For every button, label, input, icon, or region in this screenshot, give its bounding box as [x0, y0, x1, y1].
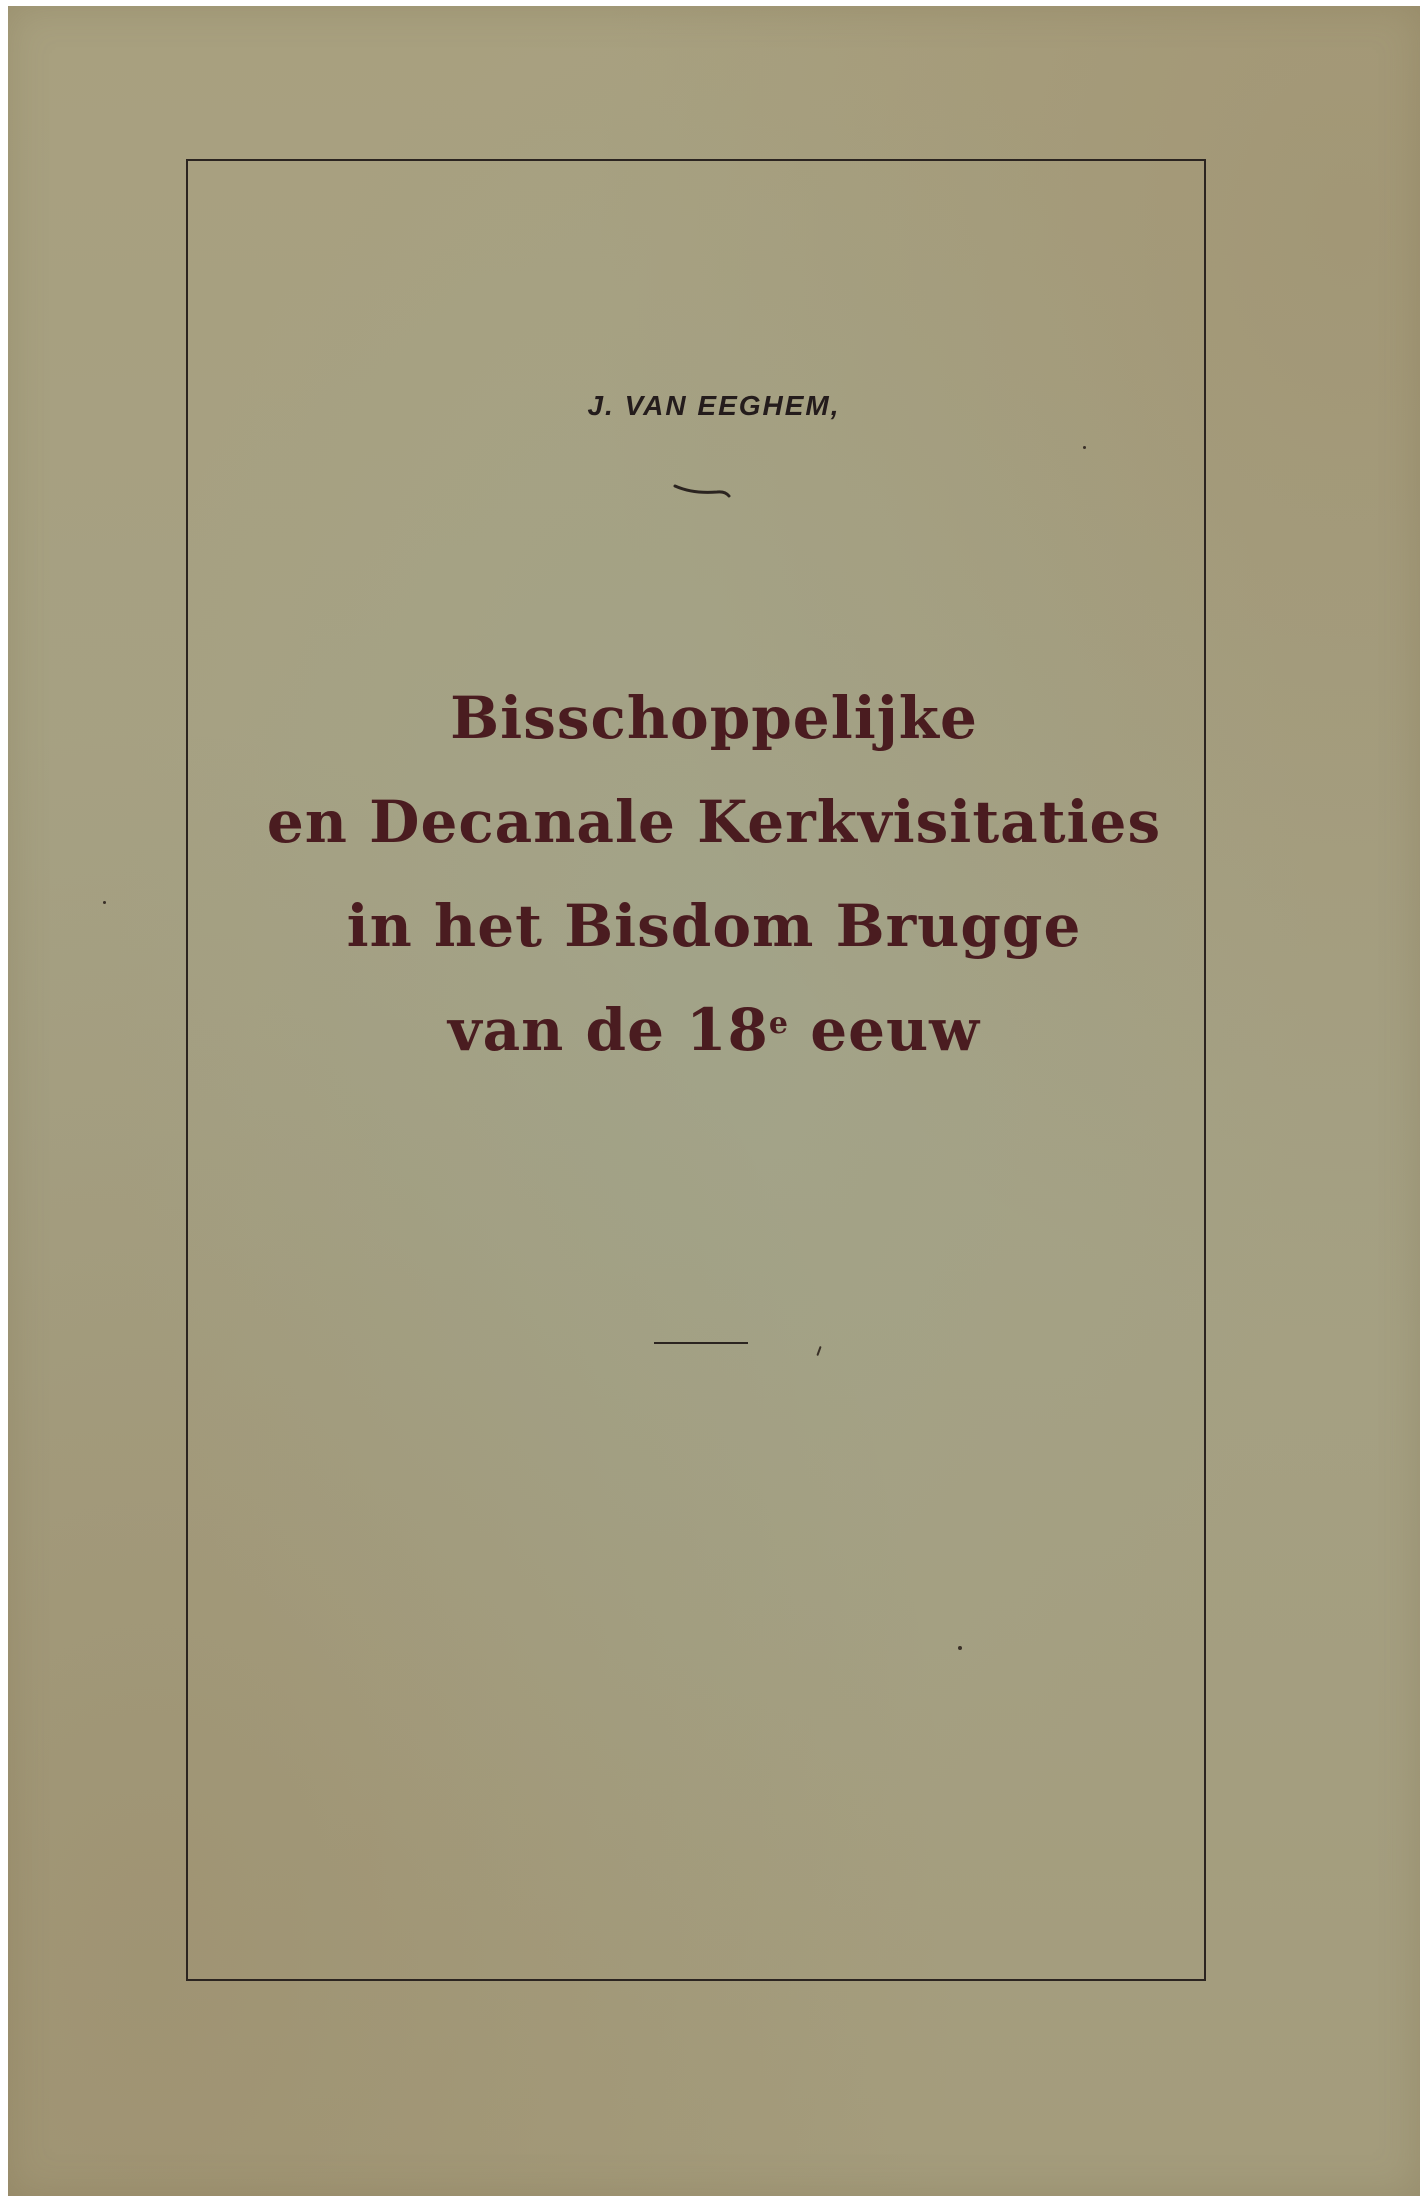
title-line-2: en Decanale Kerkvisitaties: [266, 788, 1162, 856]
title-line-3: in het Bisdom Brugge: [346, 892, 1082, 960]
divider-rule: [654, 1342, 748, 1344]
author-name: [8, 390, 1420, 422]
title-superscript: e: [768, 1006, 789, 1041]
paper-speck: [958, 1646, 962, 1650]
title-line-4: [8, 978, 1420, 1082]
title-line-4-start: van de 18: [447, 996, 769, 1064]
book-title: [8, 666, 1420, 1082]
title-line-4-end: eeuw: [810, 996, 981, 1064]
flourish-ornament: [673, 480, 731, 500]
paper-speck: [103, 901, 106, 904]
title-line-1: Bisschoppelijke: [450, 684, 978, 752]
author-text: J. VAN EEGHEM: [587, 390, 831, 421]
paper-speck: [1083, 446, 1086, 449]
author-comma: ,: [830, 390, 841, 421]
book-cover: [8, 6, 1420, 2196]
